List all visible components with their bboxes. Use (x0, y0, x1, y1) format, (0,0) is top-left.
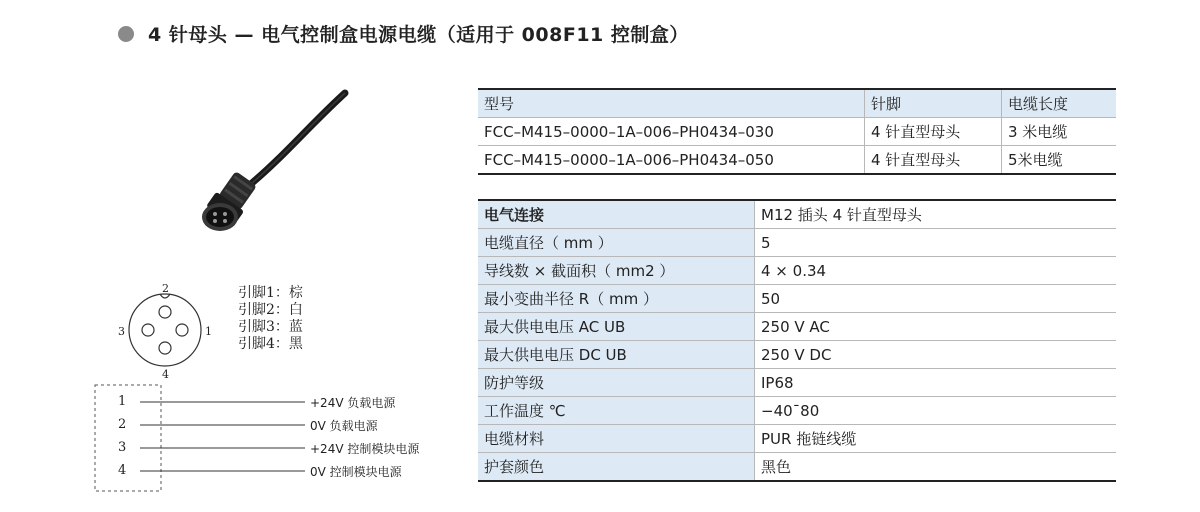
models-table (478, 88, 1116, 175)
wire-number: 2 (118, 417, 127, 432)
spec-label: 最小变曲半径 R（ mm ） (478, 285, 755, 313)
table-row (478, 229, 1116, 257)
spec-value: 5 (755, 229, 1117, 257)
cable-connector-image (190, 85, 360, 245)
table-row (478, 341, 1116, 369)
table-header-row (478, 89, 1116, 118)
table-row (478, 118, 1116, 146)
table-row (478, 200, 1116, 229)
spec-value: −40¯80 (755, 397, 1117, 425)
wire-number: 1 (118, 394, 127, 409)
wire-label: 0V 控制模块电源 (310, 465, 402, 479)
header-model: 型号 (478, 89, 865, 118)
spec-value: 250 V AC (755, 313, 1117, 341)
wire-label: +24V 控制模块电源 (310, 442, 420, 456)
spec-label: 电气连接 (478, 200, 755, 229)
spec-value: IP68 (755, 369, 1117, 397)
table-row (478, 453, 1116, 482)
pin-legend-item: 引脚2：白 (238, 302, 303, 318)
pin-number-4: 4 (162, 368, 169, 380)
length-cell: 5米电缆 (1008, 151, 1063, 169)
spec-value: PUR 拖链线缆 (755, 425, 1117, 453)
table-row (478, 257, 1116, 285)
table-row (478, 146, 1116, 175)
wire-number: 3 (118, 440, 127, 455)
table-row (478, 425, 1116, 453)
title-bullet-icon (118, 26, 134, 42)
pins-cell: 4 针直型母头 (865, 146, 1002, 175)
spec-label: 防护等级 (478, 369, 755, 397)
model-cell: FCC–M415–0000–1A–006–PH0434–030 (478, 118, 865, 146)
pin-face-diagram (110, 280, 220, 380)
length-cell: 3 米电缆 (1002, 118, 1117, 146)
header-pins: 针脚 (865, 89, 1002, 118)
spec-label: 护套颜色 (478, 453, 755, 482)
table-row (478, 285, 1116, 313)
spec-label: 电缆材料 (478, 425, 755, 453)
pin-legend-item: 引脚3：蓝 (238, 319, 303, 335)
spec-value: 250 V DC (755, 341, 1117, 369)
spec-value: M12 插头 4 针直型母头 (755, 200, 1117, 229)
spec-value: 4 × 0.34 (755, 257, 1117, 285)
spec-value: 50 (755, 285, 1117, 313)
table-row (478, 313, 1116, 341)
header-cable-length: 电缆长度 (1002, 89, 1117, 118)
spec-label: 电缆直径（ mm ） (478, 229, 755, 257)
model-cell: FCC–M415–0000–1A–006–PH0434–050 (478, 146, 865, 175)
spec-label: 最大供电电压 AC UB (478, 313, 755, 341)
wire-label: +24V 负载电源 (310, 396, 396, 410)
pins-cell: 4 针直型母头 (865, 118, 1002, 146)
pin-legend-item: 引脚1：棕 (238, 285, 303, 301)
spec-label: 最大供电电压 DC UB (478, 341, 755, 369)
wire-label: 0V 负载电源 (310, 419, 378, 433)
table-row (478, 369, 1116, 397)
pin-legend-item: 引脚4：黑 (238, 336, 303, 352)
table-row (478, 397, 1116, 425)
pin-number-1: 1 (205, 325, 212, 338)
pin-number-2: 2 (162, 282, 169, 295)
page-title: 4 针母头 — 电气控制盒电源电缆（适用于 008F11 控制盒） (148, 24, 689, 46)
wire-number: 4 (118, 463, 127, 478)
spec-label: 导线数 × 截面积（ mm2 ） (478, 257, 755, 285)
spec-label: 工作温度 ℃ (478, 397, 755, 425)
pin-color-legend (238, 285, 303, 353)
spec-table (478, 199, 1116, 482)
pin-number-3: 3 (118, 325, 125, 338)
spec-value: 黑色 (761, 458, 792, 476)
